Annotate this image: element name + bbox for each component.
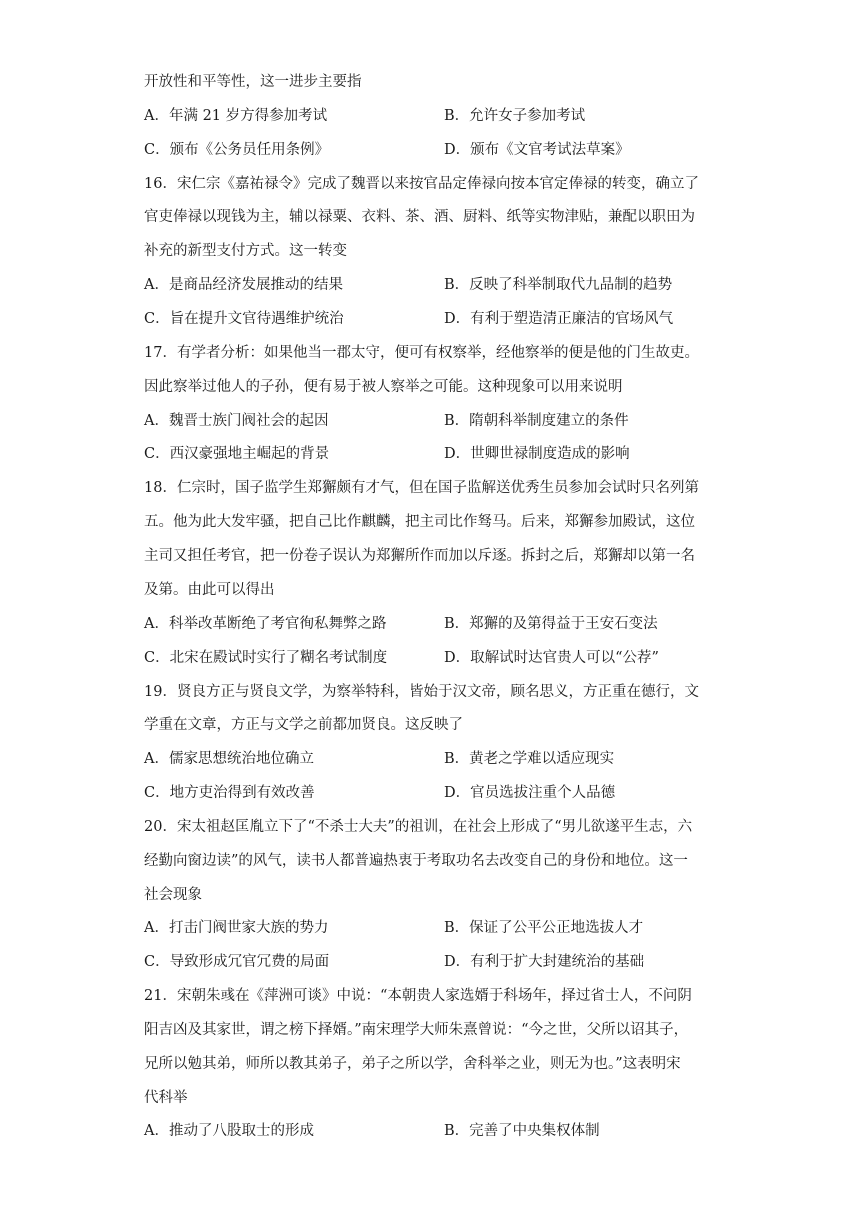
question-20-stem: 社会现象 (144, 887, 202, 903)
option-a: A．科举改革断绝了考官徇私舞弊之路 (144, 616, 387, 632)
option-d: D．世卿世禄制度造成的影响 (444, 446, 630, 462)
option-c: C．西汉豪强地主崛起的背景 (144, 446, 330, 462)
question-20-stem: 经勤向窗边读”的风气，读书人都普遍热衷于考取功名去改变自己的身份和地位。这一 (144, 853, 688, 869)
question-20-stem: 20．宋太祖赵匡胤立下了“不杀士大夫”的祖训，在社会上形成了“男儿欲遂平生志，六 (144, 819, 693, 835)
question-18-stem: 五。他为此大发牢骚，把自己比作麒麟，把主司比作驽马。后来，郑獬参加殿试，这位 (144, 514, 695, 530)
option-b: B．保证了公平公正地选拔人才 (444, 920, 644, 936)
option-c: C．北宋在殿试时实行了糊名考试制度 (144, 650, 388, 666)
question-17-stem: 因此察举过他人的子孙，便有易于被人察举之可能。这种现象可以用来说明 (144, 379, 623, 395)
option-c: C．颁布《公务员任用条例》 (144, 142, 330, 158)
option-b: B．黄老之学难以适应现实 (444, 751, 615, 767)
option-b: B．完善了中央集权体制 (444, 1123, 600, 1139)
option-a: A．推动了八股取士的形成 (144, 1123, 314, 1139)
question-18-stem: 及第。由此可以得出 (144, 582, 275, 598)
question-16-stem: 官吏俸禄以现钱为主，辅以禄粟、衣料、茶、酒、厨料、纸等实物津贴，兼配以职田为 (144, 209, 695, 225)
question-16-stem: 补充的新型支付方式。这一转变 (144, 243, 347, 259)
question-18-stem: 主司又担任考官，把一份卷子误认为郑獬所作而加以斥逐。拆封之后，郑獬却以第一名 (144, 548, 695, 564)
question-19-stem: 学重在文章，方正与文学之前都加贤良。这反映了 (144, 717, 463, 733)
question-18-stem: 18．仁宗时，国子监学生郑獬颇有才气，但在国子监解送优秀生员参加会试时只名列第 (144, 480, 699, 496)
option-a: A．打击门阀世家大族的势力 (144, 920, 329, 936)
option-a: A．儒家思想统治地位确立 (144, 751, 314, 767)
option-a: A．魏晋士族门阀社会的起因 (144, 413, 329, 429)
question-21-stem: 阳吉凶及其家世，谓之榜下择婿。”南宋理学大师朱熹曾说：“今之世，父所以诏其子， (144, 1022, 689, 1038)
question-21-stem: 21．宋朝朱彧在《萍洲可谈》中说：“本朝贵人家选婿于科场年，择过省士人，不问阴 (144, 988, 692, 1004)
question-21-stem: 代科举 (144, 1090, 188, 1106)
option-c: C．旨在提升文官待遇维护统治 (144, 311, 344, 327)
option-c: C．地方吏治得到有效改善 (144, 785, 315, 801)
option-d: D．取解试时达官贵人可以“公荐” (444, 650, 659, 666)
option-d: D．官员选拔注重个人品德 (444, 785, 616, 801)
option-d: D．有利于扩大封建统治的基础 (444, 954, 645, 970)
question-21-stem: 兄所以勉其弟，师所以教其弟子，弟子之所以学，舍科举之业，则无为也。”这表明宋 (144, 1056, 681, 1072)
question-stem-line: 开放性和平等性，这一进步主要指 (144, 74, 362, 90)
option-b: B．郑獬的及第得益于王安石变法 (444, 616, 658, 632)
question-19-stem: 19．贤良方正与贤良文学，为察举特科，皆始于汉文帝，顾名思义，方正重在德行，文 (144, 684, 699, 700)
option-a: A．是商品经济发展推动的结果 (144, 277, 343, 293)
option-b: B．反映了科举制取代九品制的趋势 (444, 277, 673, 293)
option-b: B．隋朝科举制度建立的条件 (444, 413, 629, 429)
option-d: D．有利于塑造清正廉洁的官场风气 (444, 311, 674, 327)
option-d: D．颁布《文官考试法草案》 (444, 142, 630, 158)
option-c: C．导致形成冗官冗费的局面 (144, 954, 330, 970)
question-16-stem: 16．宋仁宗《嘉祐禄令》完成了魏晋以来按官品定俸禄向按本官定俸禄的转变，确立了 (144, 176, 699, 192)
question-17-stem: 17．有学者分析：如果他当一郡太守，便可有权察举，经他察举的便是他的门生故吏。 (144, 345, 699, 361)
option-b: B．允许女子参加考试 (444, 108, 586, 124)
option-a: A．年满 21 岁方得参加考试 (144, 108, 328, 124)
